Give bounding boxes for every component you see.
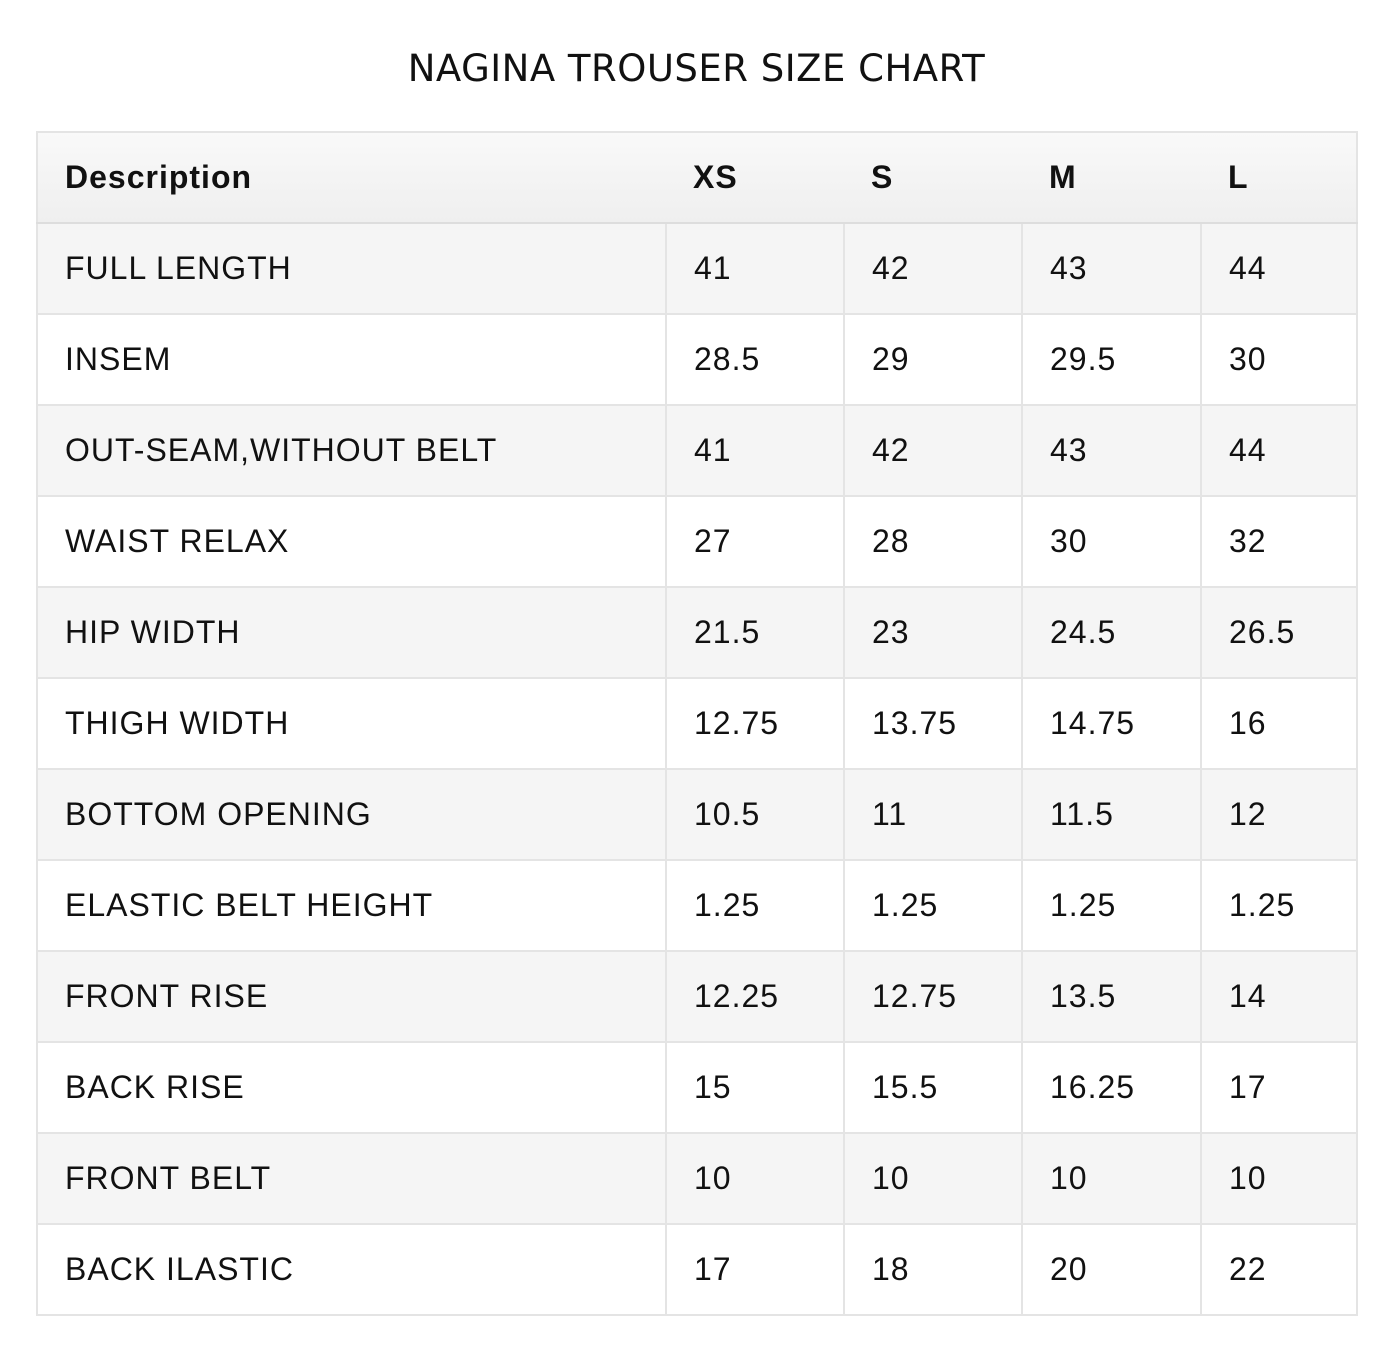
size-m-value: 20 — [1022, 1224, 1201, 1315]
measurement-label: ELASTIC BELT HEIGHT — [37, 860, 666, 951]
size-l-value: 30 — [1201, 314, 1357, 405]
table-row — [37, 860, 1357, 951]
size-s-value: 42 — [844, 405, 1022, 496]
measurement-label: THIGH WIDTH — [37, 678, 666, 769]
size-s-value: 13.75 — [844, 678, 1022, 769]
table-row — [37, 587, 1357, 678]
size-xs-value: 15 — [666, 1042, 844, 1133]
measurement-label: OUT-SEAM,WITHOUT BELT — [37, 405, 666, 496]
size-xs-value: 12.25 — [666, 951, 844, 1042]
size-l-value: 1.25 — [1201, 860, 1357, 951]
size-chart-table — [36, 131, 1358, 1316]
measurement-label: FRONT RISE — [37, 951, 666, 1042]
header-size-m: M — [1022, 132, 1201, 223]
measurement-label: BACK RISE — [37, 1042, 666, 1133]
table-row — [37, 678, 1357, 769]
size-m-value: 16.25 — [1022, 1042, 1201, 1133]
size-xs-value: 41 — [666, 405, 844, 496]
table-row — [37, 951, 1357, 1042]
measurement-label: WAIST RELAX — [37, 496, 666, 587]
size-m-value: 1.25 — [1022, 860, 1201, 951]
size-m-value: 14.75 — [1022, 678, 1201, 769]
size-l-value: 12 — [1201, 769, 1357, 860]
header-description: Description — [37, 132, 666, 223]
size-l-value: 26.5 — [1201, 587, 1357, 678]
size-m-value: 11.5 — [1022, 769, 1201, 860]
size-m-value: 10 — [1022, 1133, 1201, 1224]
size-xs-value: 12.75 — [666, 678, 844, 769]
size-s-value: 18 — [844, 1224, 1022, 1315]
measurement-label: FRONT BELT — [37, 1133, 666, 1224]
size-l-value: 22 — [1201, 1224, 1357, 1315]
page-title: NAGINA TROUSER SIZE CHART — [407, 47, 986, 90]
size-l-value: 10 — [1201, 1133, 1357, 1224]
size-s-value: 29 — [844, 314, 1022, 405]
size-xs-value: 28.5 — [666, 314, 844, 405]
size-m-value: 43 — [1022, 405, 1201, 496]
size-m-value: 13.5 — [1022, 951, 1201, 1042]
table-row — [37, 1224, 1357, 1315]
size-s-value: 12.75 — [844, 951, 1022, 1042]
size-xs-value: 27 — [666, 496, 844, 587]
size-xs-value: 10 — [666, 1133, 844, 1224]
table-row — [37, 769, 1357, 860]
size-m-value: 29.5 — [1022, 314, 1201, 405]
header-size-xs: XS — [666, 132, 844, 223]
size-xs-value: 17 — [666, 1224, 844, 1315]
table-body — [37, 223, 1357, 1315]
table-row — [37, 314, 1357, 405]
measurement-label: INSEM — [37, 314, 666, 405]
table-row — [37, 223, 1357, 314]
table-row — [37, 1133, 1357, 1224]
size-l-value: 44 — [1201, 405, 1357, 496]
table-row — [37, 1042, 1357, 1133]
measurement-label: HIP WIDTH — [37, 587, 666, 678]
size-m-value: 30 — [1022, 496, 1201, 587]
size-s-value: 28 — [844, 496, 1022, 587]
size-l-value: 32 — [1201, 496, 1357, 587]
size-l-value: 17 — [1201, 1042, 1357, 1133]
table-row — [37, 496, 1357, 587]
size-m-value: 24.5 — [1022, 587, 1201, 678]
size-s-value: 15.5 — [844, 1042, 1022, 1133]
size-m-value: 43 — [1022, 223, 1201, 314]
size-xs-value: 10.5 — [666, 769, 844, 860]
size-s-value: 11 — [844, 769, 1022, 860]
measurement-label: FULL LENGTH — [37, 223, 666, 314]
measurement-label: BACK ILASTIC — [37, 1224, 666, 1315]
table-row — [37, 405, 1357, 496]
size-s-value: 42 — [844, 223, 1022, 314]
header-row — [37, 132, 1357, 223]
header-size-l: L — [1201, 132, 1357, 223]
table-header — [37, 132, 1357, 223]
size-xs-value: 1.25 — [666, 860, 844, 951]
measurement-label: BOTTOM OPENING — [37, 769, 666, 860]
size-l-value: 14 — [1201, 951, 1357, 1042]
size-l-value: 16 — [1201, 678, 1357, 769]
size-xs-value: 21.5 — [666, 587, 844, 678]
header-size-s: S — [844, 132, 1022, 223]
size-s-value: 23 — [844, 587, 1022, 678]
size-xs-value: 41 — [666, 223, 844, 314]
size-s-value: 1.25 — [844, 860, 1022, 951]
size-s-value: 10 — [844, 1133, 1022, 1224]
size-l-value: 44 — [1201, 223, 1357, 314]
